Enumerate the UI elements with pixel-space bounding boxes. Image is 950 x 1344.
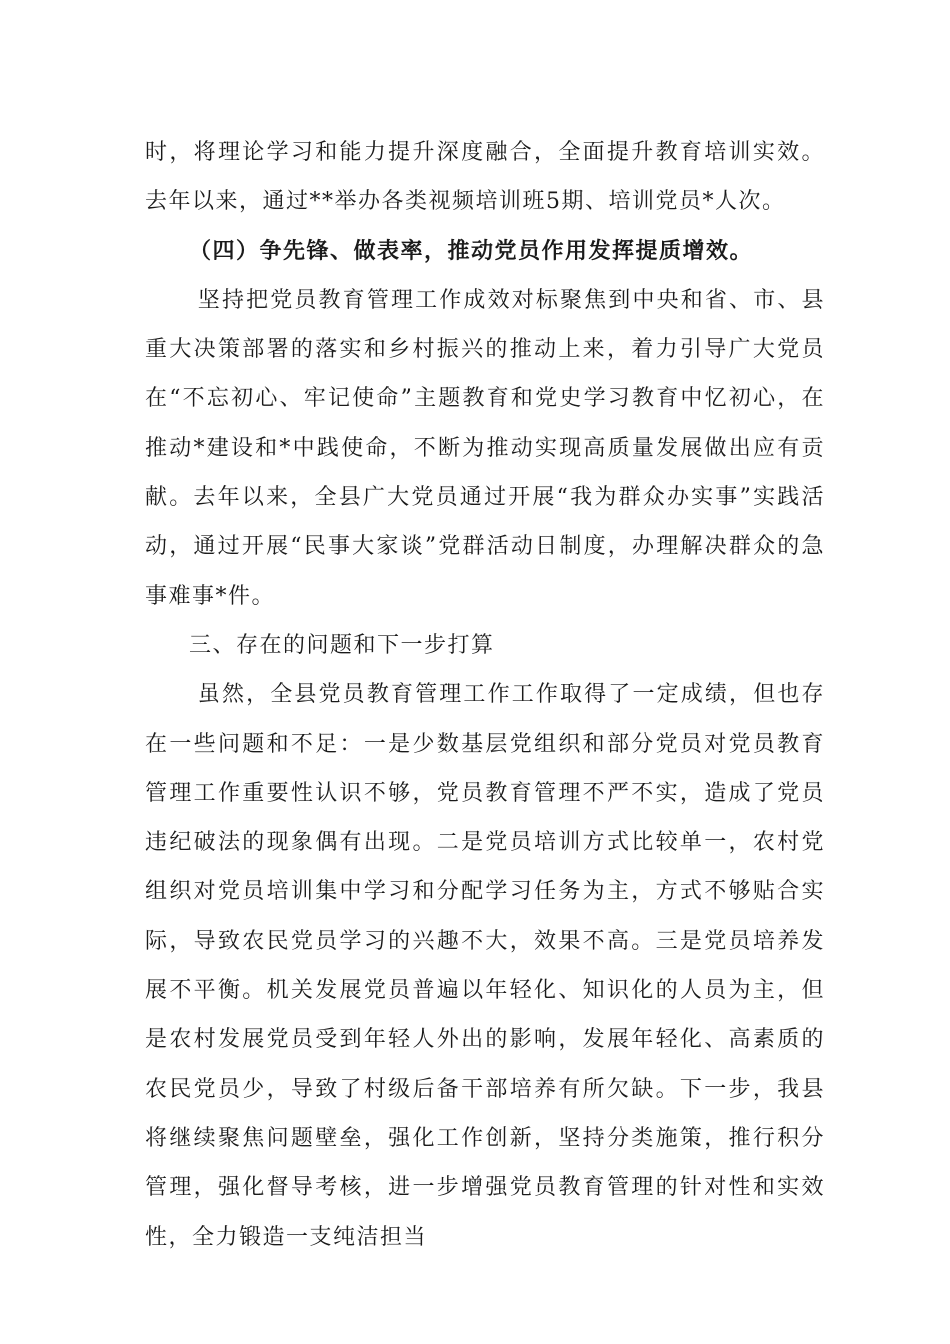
paragraph-problems-and-plans: 虽然，全县党员教育管理工作工作取得了一定成绩，但也存在一些问题和不足：一是少数基层党组织和部分党员对党员教育管理工作重要性认识不够，党员教育管理不严不实，造成了党员违纪破法的现象偶有出现。二是党员培训方式比较单一，农村党组织对党员培训集中学习和分配学习任务为主，方式不够贴合实际，导致农民党员学习的兴趣不大，效果不高。三是党员培养发展不平衡。机关发展党员普遍以年轻化、知识化的人员为主，但是农村发展党员受到年轻人外出的影响，发展年轻化、高素质的农民党员少，导致了村级后备干部培养有所欠缺。下一步，我县将继续聚焦问题壁垒，强化工作创新，坚持分类施策，推行积分管理，强化督导考核，进一步增强党员教育管理的针对性和实效性，全力锻造一支纯洁担当 bbox=[145, 682, 825, 1250]
paragraph-training-results: 时，将理论学习和能力提升深度融合，全面提升教育培训实效。去年以来，通过**举办各类视频培训班5期、培训党员*人次。 bbox=[145, 140, 825, 215]
section-heading-four: （四）争先锋、做表率，推动党员作用发挥提质增效。 bbox=[189, 237, 754, 264]
paragraph-party-member-role: 坚持把党员教育管理工作成效对标聚焦到中央和省、市、县重大决策部署的落实和乡村振兴的推动上来，着力引导广大党员在“不忘初心、牢记使命”主题教育和党史学习教育中忆初心，在推动*建设和*中践使命，不断为推动实现高质量发展做出应有贡献。去年以来，全县广大党员通过开展“我为群众办实事”实践活动，通过开展“民事大家谈”党群活动日制度，办理解决群众的急事难事*件。 bbox=[145, 287, 825, 609]
section-heading-three: 三、存在的问题和下一步打算 bbox=[189, 632, 495, 658]
document-body bbox=[145, 128, 825, 1262]
